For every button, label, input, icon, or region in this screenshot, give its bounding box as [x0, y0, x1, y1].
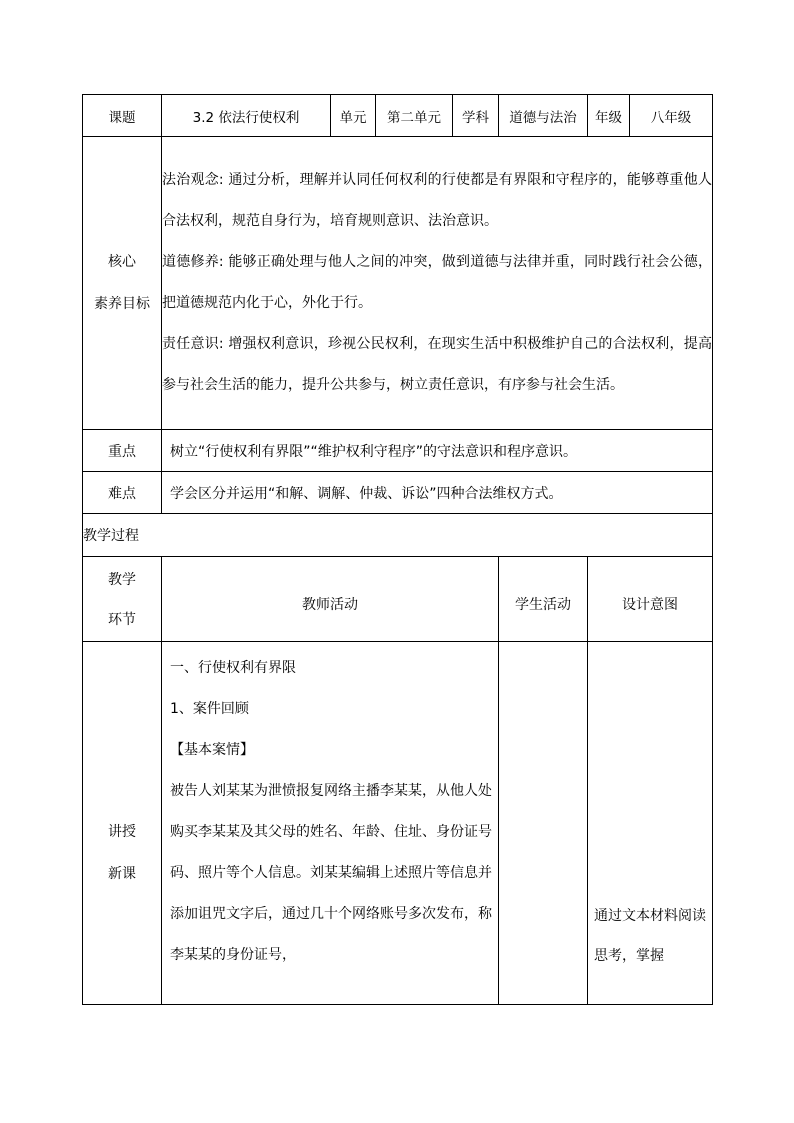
teacher-line: 被告人刘某某为泄愤报复网络主播李某某，从他人处购买李某某及其父母的姓名、年龄、住址、身份证号码、照片等个人信息。刘某某编辑上述照片等信息并添加诅咒文字后，通过几十个网络账号多次发布，称李某某的身份证号， [170, 783, 492, 963]
topic-value: 3.2 依法行使权利 [162, 95, 331, 137]
lecture-stage-line1: 讲授 [108, 824, 136, 840]
design-intent-content: 通过文本材料阅读思考，掌握 [588, 642, 713, 1005]
difficulty-row [83, 472, 713, 514]
unit-label: 单元 [331, 95, 376, 137]
goal-responsibility: 责任意识: 增强权利意识，珍视公民权利，在现实生活中积极维护自己的合法权利，提高参与社会生活的能力，提升公共参与，树立责任意识，有序参与社会生活。 [162, 336, 712, 393]
lecture-stage-line2: 新课 [108, 866, 136, 882]
design-intent-header: 设计意图 [588, 557, 713, 642]
student-activity-content [499, 642, 588, 1005]
stage-header [83, 557, 162, 642]
core-literacy-label [83, 137, 162, 430]
process-label: 教学过程 [83, 514, 713, 557]
teacher-activity-header: 教师活动 [162, 557, 499, 642]
teacher-line: 一、行使权利有界限 [170, 660, 296, 676]
teacher-line: 1、案件回顾 [170, 701, 249, 717]
difficulty-text: 学会区分并运用“和解、调解、仲裁、诉讼”四种合法维权方式。 [162, 472, 713, 514]
header-row [83, 95, 713, 137]
key-point-row [83, 430, 713, 472]
column-header-row [83, 557, 713, 642]
goal-moral-cultivation: 道德修养: 能够正确处理与他人之间的冲突，做到道德与法律并重，同时践行社会公德，把道德规范内化于心，外化于行。 [162, 254, 712, 311]
grade-label: 年级 [588, 95, 630, 137]
topic-label: 课题 [83, 95, 162, 137]
grade-value: 八年级 [630, 95, 713, 137]
core-literacy-row [83, 137, 713, 430]
core-label-line2: 素养目标 [94, 296, 150, 312]
lecture-stage [83, 642, 162, 1005]
goal-rule-of-law: 法治观念: 通过分析，理解并认同任何权利的行使都是有界限和守程序的，能够尊重他人合法权利，规范自身行为，培育规则意识、法治意识。 [162, 172, 712, 229]
lecture-row [83, 642, 713, 1005]
process-row [83, 514, 713, 557]
core-label-line1: 核心 [108, 254, 136, 270]
stage-header-line2: 环节 [108, 612, 136, 628]
teacher-line: 【基本案情】 [170, 742, 254, 758]
unit-value: 第二单元 [376, 95, 453, 137]
core-literacy-goals [162, 137, 713, 430]
key-point-label: 重点 [83, 430, 162, 472]
stage-header-line1: 教学 [108, 572, 136, 588]
teacher-activity-content [162, 642, 499, 1005]
subject-value: 道德与法治 [499, 95, 588, 137]
key-point-text: 树立“行使权利有界限”“维护权利守程序”的守法意识和程序意识。 [162, 430, 713, 472]
student-activity-header: 学生活动 [499, 557, 588, 642]
subject-label: 学科 [453, 95, 499, 137]
difficulty-label: 难点 [83, 472, 162, 514]
lesson-plan-table [82, 94, 713, 1005]
